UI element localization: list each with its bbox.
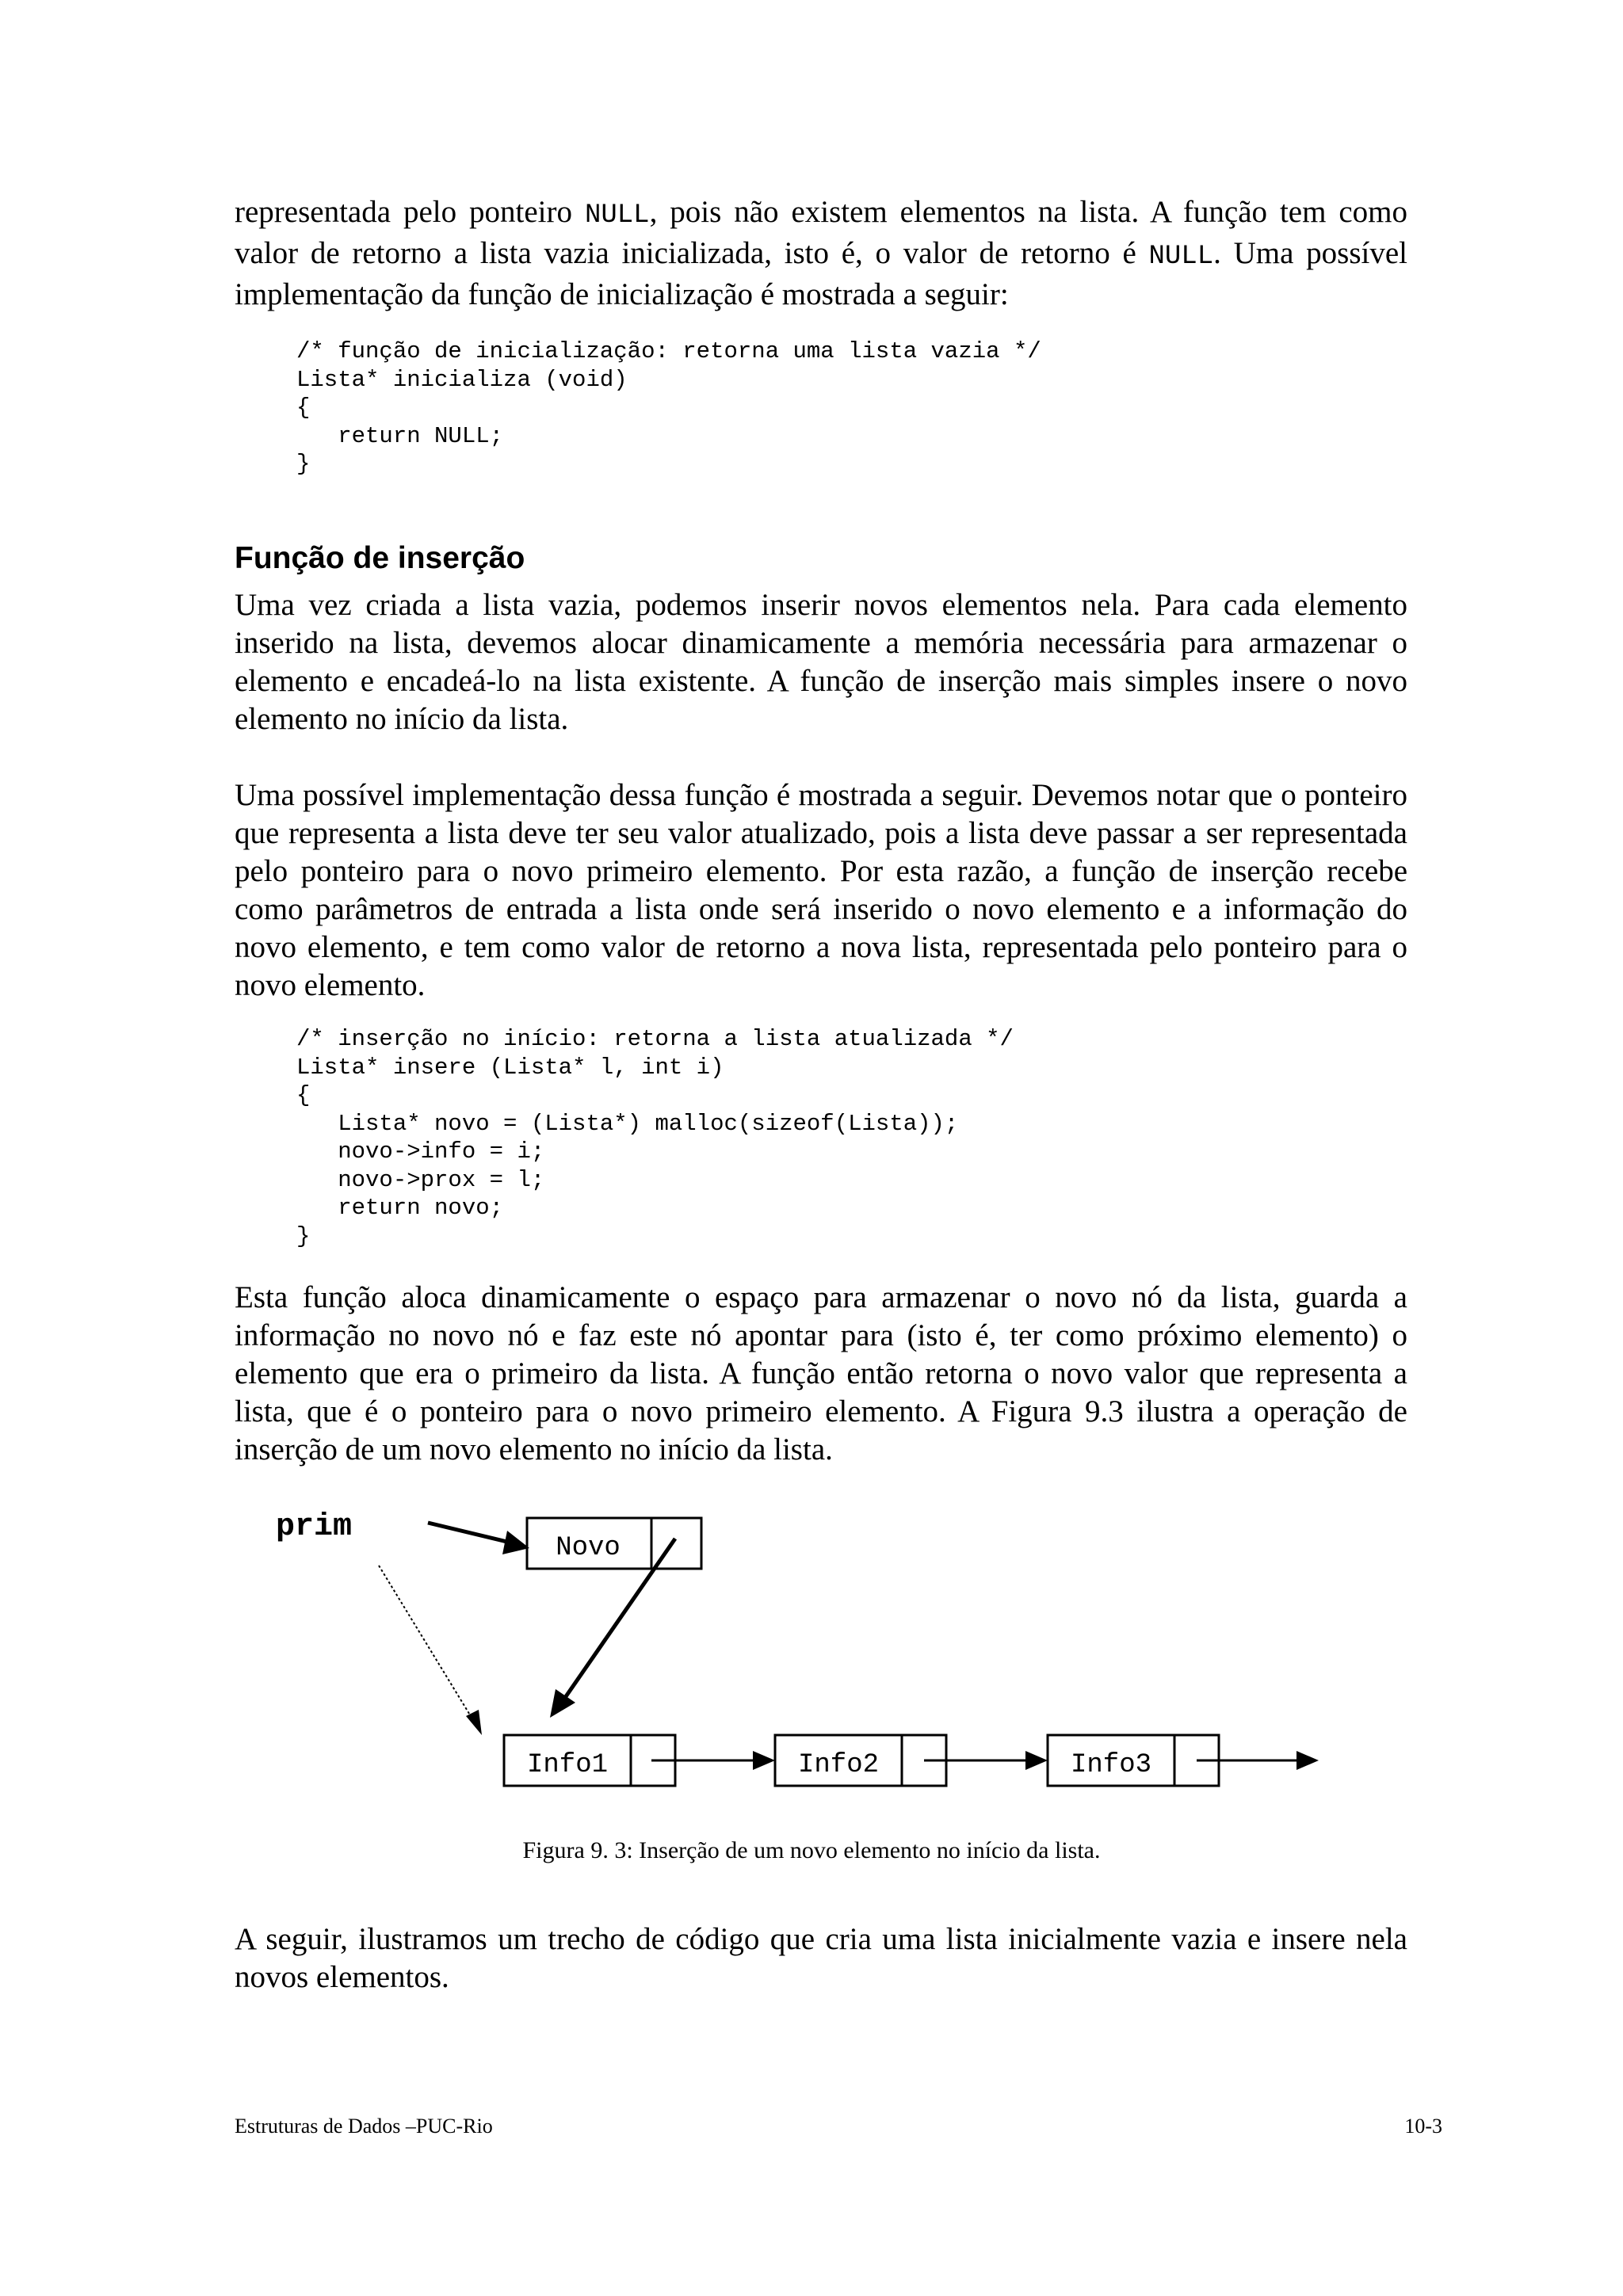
- inline-code: NULL: [584, 200, 650, 231]
- inline-code: NULL: [1148, 242, 1214, 272]
- node-info1-label: Info1: [526, 1750, 609, 1780]
- paragraph-explanation: Esta função aloca dinamicamente o espaço para armazenar o novo nó da lista, guarda a informação no novo nó e faz este nó apontar para (isto é, ter como próximo elemento) o elemento que era o primeiro da lista. A função então retorna o novo valor que representa a lista, que é o ponteiro para o novo primeiro elemento. A Figura 9.3 ilustra a operação de inserção de um novo elemento no início da lista.: [235, 1280, 1407, 1466]
- arrow-head: [1025, 1751, 1048, 1770]
- old-pointer-dotted-arrow: [379, 1566, 475, 1724]
- prim-to-novo-arrow: [428, 1523, 514, 1543]
- paragraph-text: representada pelo ponteiro: [235, 195, 585, 229]
- footer-left: Estruturas de Dados –PUC-Rio: [235, 2115, 493, 2138]
- node-info2-label: Info2: [797, 1750, 880, 1780]
- paragraph-closing: A seguir, ilustramos um trecho de código que cria uma lista inicialmente vazia e insere nela novos elementos.: [235, 1922, 1407, 1994]
- paragraph-text: . Uma possível implementação da função de inicialização é mostrada a seguir:: [235, 236, 1407, 311]
- arrow-head: [550, 1689, 575, 1718]
- paragraph-text: , pois não existem elementos na lista. A função tem como valor de retorno a lista vazia inicializada, isto é, o valor de retorno é: [235, 195, 1408, 270]
- footer-page-number: 10-3: [1404, 2115, 1442, 2138]
- section-heading: Função de inserção: [235, 541, 525, 575]
- arrow-head: [1296, 1751, 1319, 1770]
- figure-caption: Figura 9. 3: Inserção de um novo elemento no início da lista.: [522, 1837, 1101, 1863]
- novo-to-info1-arrow: [561, 1539, 675, 1703]
- node-info3-label: Info3: [1070, 1750, 1152, 1780]
- arrow-head: [753, 1751, 775, 1770]
- pointer-label: prim: [276, 1509, 353, 1545]
- code-block-insere: /* inserção no início: retorna a lista atualizada */ Lista* insere (Lista* l, int i) { Lista* novo = (Lista*) malloc(sizeof(Lista)); novo->info = i; novo->prox = l; return novo; }: [296, 1026, 1014, 1249]
- code-block-inicializa: /* função de inicialização: retorna uma lista vazia */ Lista* inicializa (void) { return NULL; }: [296, 338, 1041, 477]
- paragraph-implementation: Uma possível implementação dessa função é mostrada a seguir. Devemos notar que o ponteiro que representa a lista deve ter seu valor atualizado, pois a lista deve passar a ser representada pelo ponteiro para o novo primeiro elemento. Por esta razão, a função de inserção recebe como parâmetros de entrada a lista onde será inserido o novo elemento e a informação do novo elemento, e tem como valor de retorno a nova lista, representada pelo ponteiro para o novo elemento.: [235, 778, 1407, 1002]
- arrow-head: [502, 1531, 529, 1554]
- node-novo-label: Novo: [556, 1533, 621, 1563]
- paragraph-insertion-intro: Uma vez criada a lista vazia, podemos inserir novos elementos nela. Para cada elemento inserido na lista, devemos alocar dinamicamente a memória necessária para armazenar o elemento e encadeá-lo na lista existente. A função de inserção mais simples insere o novo elemento no início da lista.: [235, 588, 1407, 736]
